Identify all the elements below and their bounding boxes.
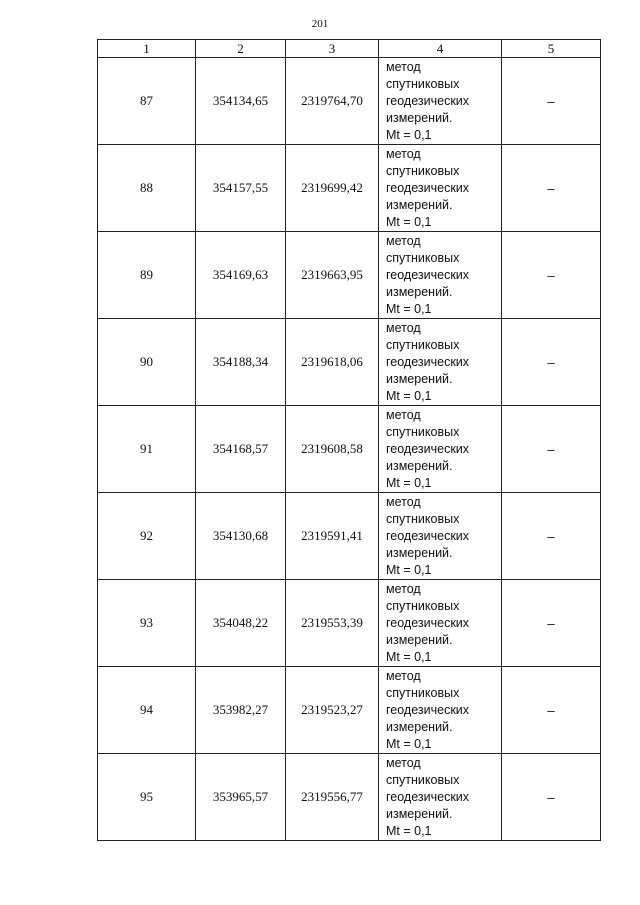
method-line: метод [386, 494, 421, 509]
y-coordinate-cell: 2319764,70 [286, 58, 379, 145]
x-coordinate-cell: 353965,57 [196, 754, 286, 841]
method-line: спутниковых [386, 163, 460, 178]
y-coordinate-cell: 2319699,42 [286, 145, 379, 232]
table-body [98, 58, 601, 841]
method-line: Mt = 0,1 [386, 127, 432, 142]
header-row [98, 40, 601, 58]
method-line: метод [386, 668, 421, 683]
method-line: геодезических [386, 354, 470, 369]
method-line: Mt = 0,1 [386, 214, 432, 229]
y-coordinate-cell: 2319663,95 [286, 232, 379, 319]
note-cell: – [502, 319, 601, 406]
x-coordinate-cell: 354169,63 [196, 232, 286, 319]
x-coordinate-cell: 354168,57 [196, 406, 286, 493]
method-line: спутниковых [386, 685, 460, 700]
note-cell: – [502, 145, 601, 232]
method-cell [379, 145, 502, 232]
note-cell: – [502, 493, 601, 580]
col-header-2: 2 [196, 40, 286, 58]
point-number-cell: 89 [98, 232, 196, 319]
method-line: геодезических [386, 441, 470, 456]
point-number-cell: 88 [98, 145, 196, 232]
point-number-cell: 95 [98, 754, 196, 841]
method-line: геодезических [386, 267, 470, 282]
y-coordinate-cell: 2319591,41 [286, 493, 379, 580]
y-coordinate-cell: 2319553,39 [286, 580, 379, 667]
point-number-cell: 87 [98, 58, 196, 145]
method-cell [379, 493, 502, 580]
y-coordinate-cell: 2319556,77 [286, 754, 379, 841]
col-header-3: 3 [286, 40, 379, 58]
method-cell [379, 667, 502, 754]
method-line: измерений. [386, 458, 453, 473]
method-line: Mt = 0,1 [386, 388, 432, 403]
col-header-1: 1 [98, 40, 196, 58]
method-line: спутниковых [386, 772, 460, 787]
method-line: Mt = 0,1 [386, 736, 432, 751]
method-line: метод [386, 59, 421, 74]
col-header-5: 5 [502, 40, 601, 58]
method-line: метод [386, 233, 421, 248]
method-line: измерений. [386, 719, 453, 734]
x-coordinate-cell: 354134,65 [196, 58, 286, 145]
x-coordinate-cell: 353982,27 [196, 667, 286, 754]
method-line: геодезических [386, 180, 470, 195]
method-line: спутниковых [386, 598, 460, 613]
table-row [98, 580, 601, 667]
method-line: Mt = 0,1 [386, 301, 432, 316]
table-row [98, 232, 601, 319]
note-cell: – [502, 58, 601, 145]
note-cell: – [502, 754, 601, 841]
y-coordinate-cell: 2319523,27 [286, 667, 379, 754]
method-cell [379, 406, 502, 493]
x-coordinate-cell: 354157,55 [196, 145, 286, 232]
point-number-cell: 92 [98, 493, 196, 580]
method-line: спутниковых [386, 511, 460, 526]
method-line: спутниковых [386, 250, 460, 265]
coordinates-table [97, 39, 601, 841]
note-cell: – [502, 406, 601, 493]
note-cell: – [502, 580, 601, 667]
table-row [98, 754, 601, 841]
y-coordinate-cell: 2319608,58 [286, 406, 379, 493]
col-header-4: 4 [379, 40, 502, 58]
method-cell [379, 319, 502, 406]
method-cell [379, 232, 502, 319]
method-line: измерений. [386, 632, 453, 647]
page-number: 201 [311, 18, 329, 30]
table-row [98, 406, 601, 493]
method-line: геодезических [386, 93, 470, 108]
method-line: спутниковых [386, 424, 460, 439]
y-coordinate-cell: 2319618,06 [286, 319, 379, 406]
method-line: Mt = 0,1 [386, 823, 432, 838]
method-line: спутниковых [386, 337, 460, 352]
x-coordinate-cell: 354188,34 [196, 319, 286, 406]
method-line: измерений. [386, 371, 453, 386]
method-cell [379, 754, 502, 841]
method-line: метод [386, 755, 421, 770]
table-row [98, 58, 601, 145]
x-coordinate-cell: 354130,68 [196, 493, 286, 580]
method-line: измерений. [386, 806, 453, 821]
method-line: метод [386, 407, 421, 422]
note-cell: – [502, 667, 601, 754]
note-cell: – [502, 232, 601, 319]
method-line: метод [386, 320, 421, 335]
method-line: геодезических [386, 528, 470, 543]
method-line: геодезических [386, 615, 470, 630]
method-cell [379, 58, 502, 145]
method-line: геодезических [386, 789, 470, 804]
method-line: измерений. [386, 197, 453, 212]
method-line: метод [386, 581, 421, 596]
method-line: измерений. [386, 110, 453, 125]
table-row [98, 493, 601, 580]
method-line: Mt = 0,1 [386, 649, 432, 664]
method-line: измерений. [386, 545, 453, 560]
table-row [98, 145, 601, 232]
method-line: Mt = 0,1 [386, 475, 432, 490]
method-line: метод [386, 146, 421, 161]
method-line: измерений. [386, 284, 453, 299]
table-row [98, 319, 601, 406]
method-line: спутниковых [386, 76, 460, 91]
table-row [98, 667, 601, 754]
point-number-cell: 93 [98, 580, 196, 667]
point-number-cell: 91 [98, 406, 196, 493]
point-number-cell: 94 [98, 667, 196, 754]
point-number-cell: 90 [98, 319, 196, 406]
x-coordinate-cell: 354048,22 [196, 580, 286, 667]
method-cell [379, 580, 502, 667]
method-line: геодезических [386, 702, 470, 717]
method-line: Mt = 0,1 [386, 562, 432, 577]
